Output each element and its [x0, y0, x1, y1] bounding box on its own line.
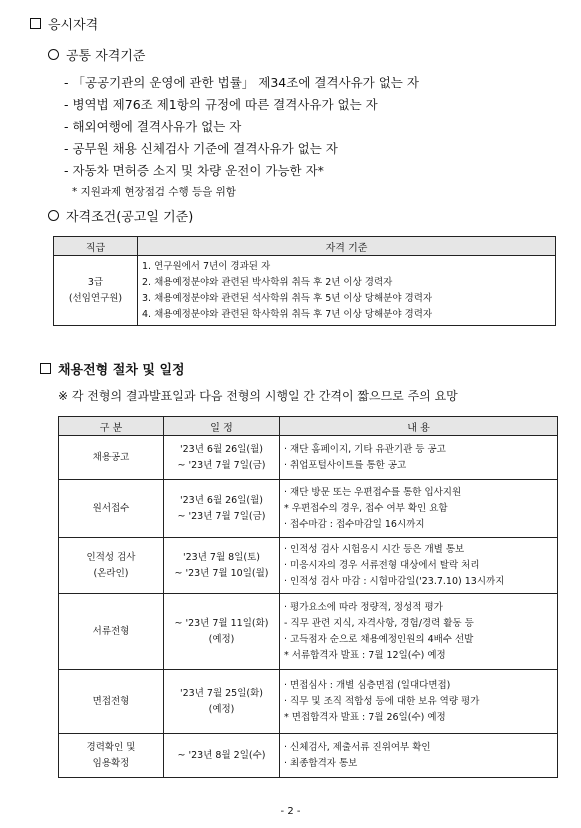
table-row: [59, 538, 558, 594]
process-header-schedule: 일 정: [164, 417, 280, 436]
table-row: [59, 436, 558, 480]
process-schedule-cell: ~ '23년 8월 2일(수): [164, 734, 280, 778]
process-schedule-cell: '23년 7월 8일(토) ~ '23년 7월 10일(월): [164, 538, 280, 594]
section-process-title: 채용전형 절차 및 일정: [40, 362, 185, 380]
conditions-header-criteria: 자격 기준: [138, 237, 556, 256]
process-name-cell: 원서접수: [59, 480, 164, 538]
common-criteria-item: - 공무원 채용 신체검사 기준에 결격사유가 없는 자: [64, 141, 338, 156]
process-content-cell: · 재단 홈페이지, 기타 유관기관 등 공고 · 취업포털사이트를 통한 공고: [280, 436, 558, 480]
conditions-header-rank: 직급: [54, 237, 138, 256]
process-name-cell: 서류전형: [59, 594, 164, 670]
conditions-criteria-cell: [138, 256, 556, 326]
common-criteria-item: - 병역법 제76조 제1항의 규정에 따른 결격사유가 없는 자: [64, 97, 378, 112]
process-content-cell: · 신체검사, 제출서류 진위여부 확인 · 최종합격자 통보: [280, 734, 558, 778]
common-criteria-title: 공통 자격기준: [48, 48, 145, 66]
circle-bullet-icon: [48, 210, 59, 221]
criteria-item: 3. 채용예정분야와 관련된 석사학위 취득 후 5년 이상 당해분야 경력자: [142, 292, 433, 304]
process-header-category: 구 분: [59, 417, 164, 436]
process-name-cell: 인적성 검사 (온라인): [59, 538, 164, 594]
criteria-item: 1. 연구원에서 7년이 경과된 자: [142, 260, 271, 272]
table-row: [59, 734, 558, 778]
criteria-item: 4. 채용예정분야와 관련된 학사학위 취득 후 7년 이상 당해분야 경력자: [142, 308, 433, 320]
process-schedule-cell: ~ '23년 7월 11일(화) (예정): [164, 594, 280, 670]
process-content-cell: · 재단 방문 또는 우편접수를 통한 입사지원 * 우편접수의 경우, 접수 여부 확인 요함 · 접수마감 : 접수마감일 16시까지: [280, 480, 558, 538]
circle-bullet-icon: [48, 49, 59, 60]
process-content-cell: · 평가요소에 따라 정량적, 정성적 평가 - 직무 관련 지식, 자격사항, 경험/경력 활동 등 · 고득점자 순으로 채용예정인원의 4배수 선발 * 서류합격자 발표 : 7월 12일(수) 예정: [280, 594, 558, 670]
criteria-item: 2. 채용예정분야와 관련된 박사학위 취득 후 2년 이상 경력자: [142, 276, 393, 288]
process-schedule-cell: '23년 7월 25일(화) (예정): [164, 670, 280, 734]
process-warning: ※ 각 전형의 결과발표일과 다음 전형의 시행일 간 간격이 짧으므로 주의 요망: [58, 389, 458, 403]
conditions-title: 자격조건(공고일 기준): [48, 209, 193, 227]
section-eligibility-title: 응시자격: [30, 17, 98, 35]
process-content-cell: · 인적성 검사 시험응시 시간 등은 개별 통보 · 미응시자의 경우 서류전형 대상에서 탈락 처리 · 인적성 검사 마감 : 시험마감일('23.7.10) 13시까지: [280, 538, 558, 594]
conditions-rank-cell: 3급 (선임연구원): [54, 256, 138, 326]
process-name-cell: 면접전형: [59, 670, 164, 734]
process-schedule-cell: '23년 6월 26일(월) ~ '23년 7월 7일(금): [164, 436, 280, 480]
process-schedule-cell: '23년 6월 26일(월) ~ '23년 7월 7일(금): [164, 480, 280, 538]
conditions-table: [53, 236, 556, 326]
common-criteria-item: - 해외여행에 결격사유가 없는 자: [64, 119, 242, 134]
common-criteria-item: - 자동차 면허증 소지 및 차량 운전이 가능한 자*: [64, 163, 324, 178]
table-row: [59, 670, 558, 734]
process-content-cell: · 면접심사 : 개별 심층면접 (일대다면접) · 직무 및 조직 적합성 등에 대한 보유 역량 평가 * 면접합격자 발표 : 7월 26일(수) 예정: [280, 670, 558, 734]
table-row: [59, 594, 558, 670]
process-table: [58, 416, 558, 778]
checkbox-square-icon: [30, 18, 41, 29]
common-criteria-note: * 지원과제 현장점검 수행 등을 위함: [72, 186, 236, 198]
page-number: - 2 -: [280, 806, 301, 817]
common-criteria-item: - 「공공기관의 운영에 관한 법률」 제34조에 결격사유가 없는 자: [64, 75, 419, 90]
process-header-content: 내 용: [280, 417, 558, 436]
table-row: [59, 480, 558, 538]
process-name-cell: 채용공고: [59, 436, 164, 480]
checkbox-square-icon: [40, 363, 51, 374]
process-name-cell: 경력확인 및 임용확정: [59, 734, 164, 778]
